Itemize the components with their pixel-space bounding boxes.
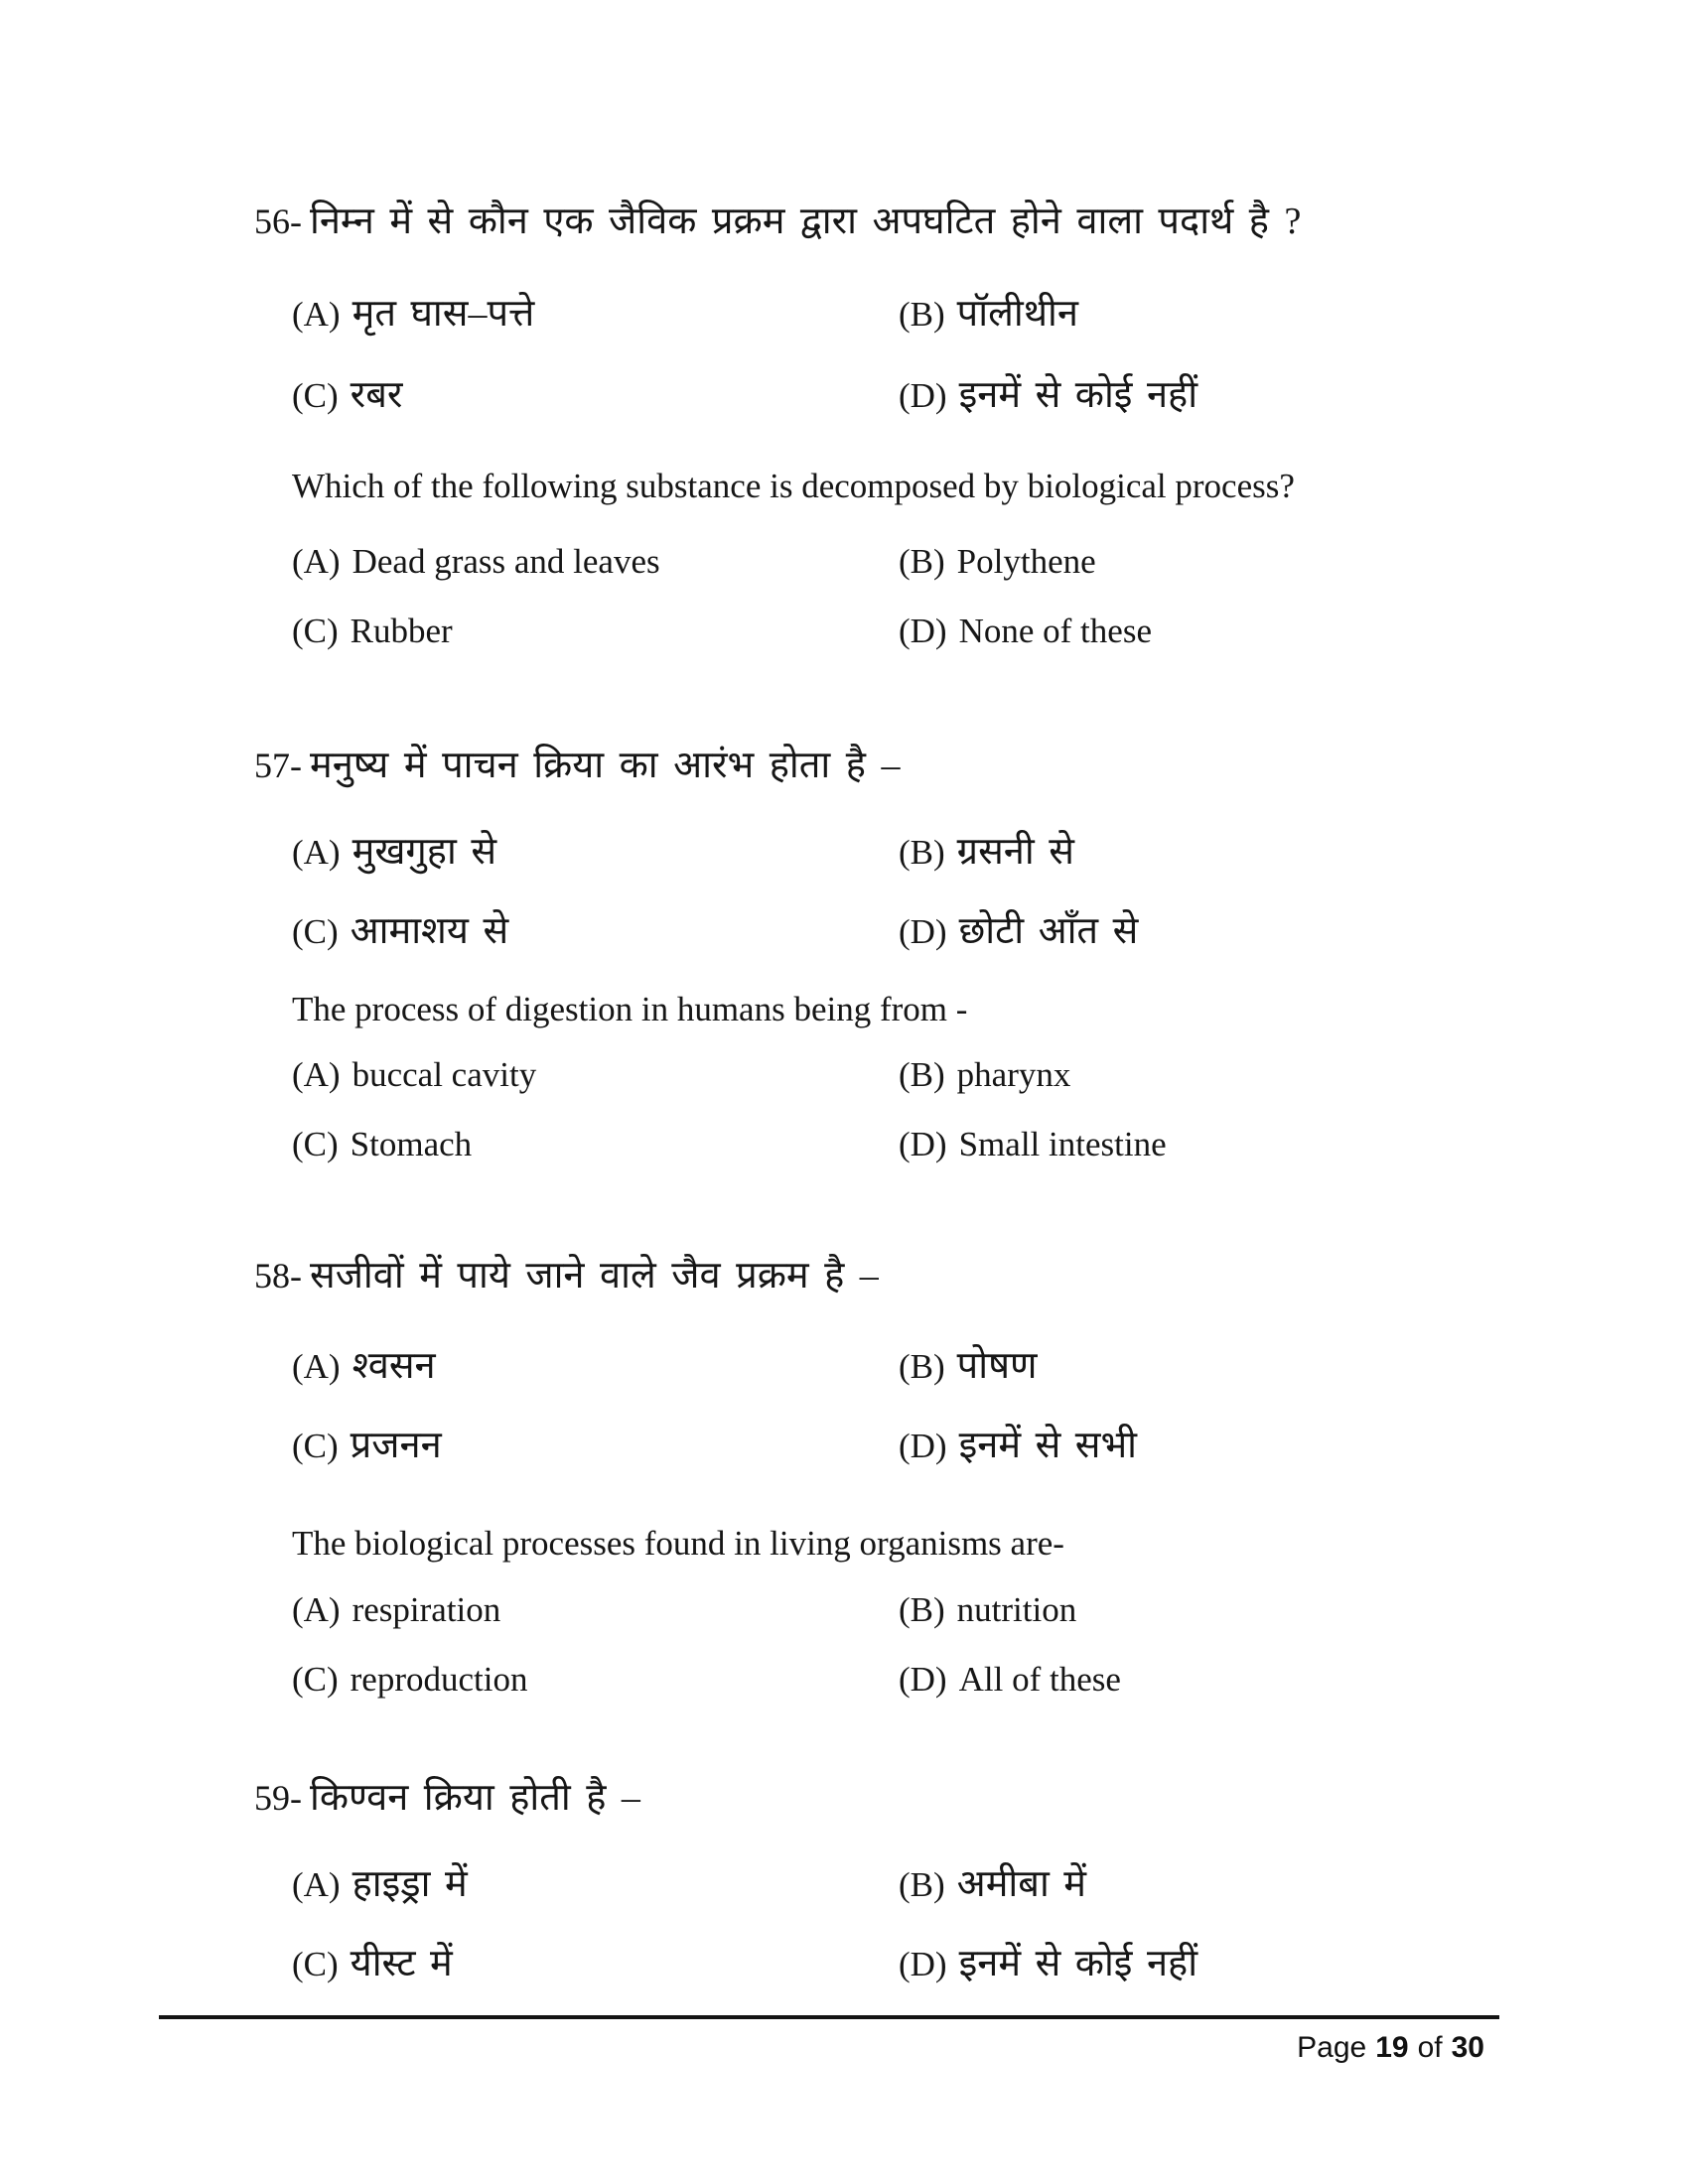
- question-59-number: 59-: [254, 1778, 302, 1818]
- option-57-hi-b: [899, 824, 1688, 876]
- option-text: nutrition: [956, 1590, 1077, 1629]
- question-57-english-options-row-1: [0, 1055, 1688, 1095]
- question-56-english-text: Which of the following substance is decomposed by biological process?: [292, 467, 1295, 505]
- option-text: रबर: [350, 374, 403, 416]
- question-58-hindi-options-row-2: [0, 1418, 1688, 1469]
- option-text: यीस्ट में: [350, 1943, 453, 1984]
- option-label: (B): [899, 295, 945, 334]
- question-56-number: 56-: [254, 202, 302, 241]
- question-58-hindi-text: सजीवों में पाये जाने वाले जैव प्रक्रम है –: [310, 1255, 879, 1297]
- option-label: (B): [899, 1865, 945, 1904]
- option-56-hi-d: [899, 367, 1688, 419]
- question-56-english-options-row-1: [0, 542, 1688, 582]
- question-57-hindi-options-row-1: [0, 824, 1688, 876]
- question-58-english-options-row-1: [0, 1590, 1688, 1630]
- option-text: पोषण: [956, 1345, 1038, 1387]
- option-57-en-a: [292, 1055, 899, 1095]
- question-59-hindi: [0, 1775, 1688, 1823]
- option-57-hi-a: [292, 824, 899, 876]
- option-text: प्रजनन: [350, 1425, 442, 1466]
- question-56-hindi-text: निम्न में से कौन एक जैविक प्रक्रम द्वारा अपघटित होने वाला पदार्थ है ?: [310, 201, 1302, 242]
- question-59-hindi-text: किण्वन क्रिया होती है –: [310, 1777, 640, 1819]
- option-text: Stomach: [350, 1125, 473, 1163]
- question-56-hindi-options-row-1: [0, 286, 1688, 338]
- option-text: Polythene: [956, 542, 1096, 581]
- option-58-en-c: [292, 1660, 899, 1700]
- question-58-english-options-row-2: [0, 1660, 1688, 1700]
- option-label: (A): [292, 295, 341, 334]
- option-57-en-d: [899, 1125, 1688, 1164]
- option-label: (D): [899, 912, 947, 951]
- option-56-hi-c: [292, 367, 899, 419]
- option-58-en-b: [899, 1590, 1688, 1630]
- question-59-hindi-options-row-1: [0, 1856, 1688, 1908]
- option-57-hi-c: [292, 903, 899, 955]
- option-text: अमीबा में: [956, 1863, 1087, 1905]
- option-label: (D): [899, 1125, 947, 1163]
- option-text: आमाशय से: [350, 910, 509, 952]
- question-57-hindi-options-row-2: [0, 903, 1688, 955]
- option-58-en-a: [292, 1590, 899, 1630]
- option-label: (D): [899, 1945, 947, 1983]
- footer-page-label: Page: [1297, 2031, 1367, 2064]
- option-58-hi-b: [899, 1338, 1688, 1390]
- question-56-english-options-row-2: [0, 612, 1688, 651]
- option-59-hi-c: [292, 1936, 899, 1987]
- option-56-hi-a: [292, 286, 899, 338]
- option-label: (A): [292, 1347, 341, 1386]
- question-56-hindi-options-row-2: [0, 367, 1688, 419]
- option-text: हाइड्रा में: [352, 1863, 468, 1905]
- option-text: इनमें से सभी: [958, 1425, 1137, 1466]
- option-label: (A): [292, 1865, 341, 1904]
- option-56-en-a: [292, 542, 899, 582]
- option-text: ग्रसनी से: [956, 831, 1074, 873]
- footer-page-number: 19: [1375, 2031, 1409, 2064]
- page-footer: [0, 2031, 1484, 2065]
- option-text: All of these: [958, 1660, 1121, 1699]
- question-57-hindi: [0, 743, 1688, 790]
- option-label: (C): [292, 376, 339, 415]
- option-text: श्वसन: [352, 1345, 436, 1387]
- footer-divider: [159, 2015, 1499, 2019]
- option-59-hi-b: [899, 1856, 1688, 1908]
- option-56-en-b: [899, 542, 1688, 582]
- question-57-english-options-row-2: [0, 1125, 1688, 1164]
- option-label: (B): [899, 1347, 945, 1386]
- option-label: (A): [292, 1590, 341, 1629]
- option-label: (C): [292, 1427, 339, 1465]
- option-text: Dead grass and leaves: [352, 542, 660, 581]
- option-label: (B): [899, 542, 945, 581]
- option-label: (B): [899, 833, 945, 872]
- option-label: (C): [292, 1125, 339, 1163]
- option-59-hi-a: [292, 1856, 899, 1908]
- option-58-hi-c: [292, 1418, 899, 1469]
- option-57-en-b: [899, 1055, 1688, 1095]
- option-text: None of these: [958, 612, 1152, 650]
- question-57-number: 57-: [254, 746, 302, 785]
- option-text: इनमें से कोई नहीं: [958, 374, 1198, 416]
- question-58-english-text: The biological processes found in living organisms are-: [292, 1524, 1064, 1563]
- option-text: reproduction: [350, 1660, 528, 1699]
- option-56-hi-b: [899, 286, 1688, 338]
- option-label: (C): [292, 1660, 339, 1699]
- option-label: (A): [292, 542, 341, 581]
- question-58-hindi: [0, 1253, 1688, 1300]
- option-57-en-c: [292, 1125, 899, 1164]
- question-57-hindi-text: मनुष्य में पाचन क्रिया का आरंभ होता है –: [310, 745, 901, 786]
- option-label: (B): [899, 1055, 945, 1094]
- option-label: (D): [899, 376, 947, 415]
- question-57-english-text: The process of digestion in humans being from -: [292, 990, 968, 1028]
- option-label: (C): [292, 912, 339, 951]
- option-58-hi-d: [899, 1418, 1688, 1469]
- option-text: पॉलीथीन: [956, 293, 1078, 335]
- option-text: मुखगुहा से: [352, 831, 497, 873]
- option-58-hi-a: [292, 1338, 899, 1390]
- footer-total-pages: 30: [1451, 2031, 1484, 2064]
- option-text: Small intestine: [958, 1125, 1167, 1163]
- option-56-en-d: [899, 612, 1688, 651]
- option-text: छोटी आँत से: [958, 910, 1139, 952]
- option-label: (D): [899, 1660, 947, 1699]
- option-label: (C): [292, 612, 339, 650]
- option-text: इनमें से कोई नहीं: [958, 1943, 1198, 1984]
- option-58-en-d: [899, 1660, 1688, 1700]
- option-label: (D): [899, 612, 947, 650]
- option-label: (A): [292, 1055, 341, 1094]
- option-label: (D): [899, 1427, 947, 1465]
- option-text: respiration: [352, 1590, 501, 1629]
- footer-of-label: of: [1417, 2031, 1443, 2064]
- option-text: मृत घास–पत्ते: [352, 293, 535, 335]
- option-text: pharynx: [956, 1055, 1071, 1094]
- question-56-hindi: [0, 199, 1688, 246]
- option-59-hi-d: [899, 1936, 1688, 1987]
- option-label: (B): [899, 1590, 945, 1629]
- option-text: Rubber: [350, 612, 453, 650]
- option-label: (A): [292, 833, 341, 872]
- question-58-number: 58-: [254, 1256, 302, 1296]
- question-59-hindi-options-row-2: [0, 1936, 1688, 1987]
- option-57-hi-d: [899, 903, 1688, 955]
- option-text: buccal cavity: [352, 1055, 537, 1094]
- question-58-hindi-options-row-1: [0, 1338, 1688, 1390]
- option-label: (C): [292, 1945, 339, 1983]
- option-56-en-c: [292, 612, 899, 651]
